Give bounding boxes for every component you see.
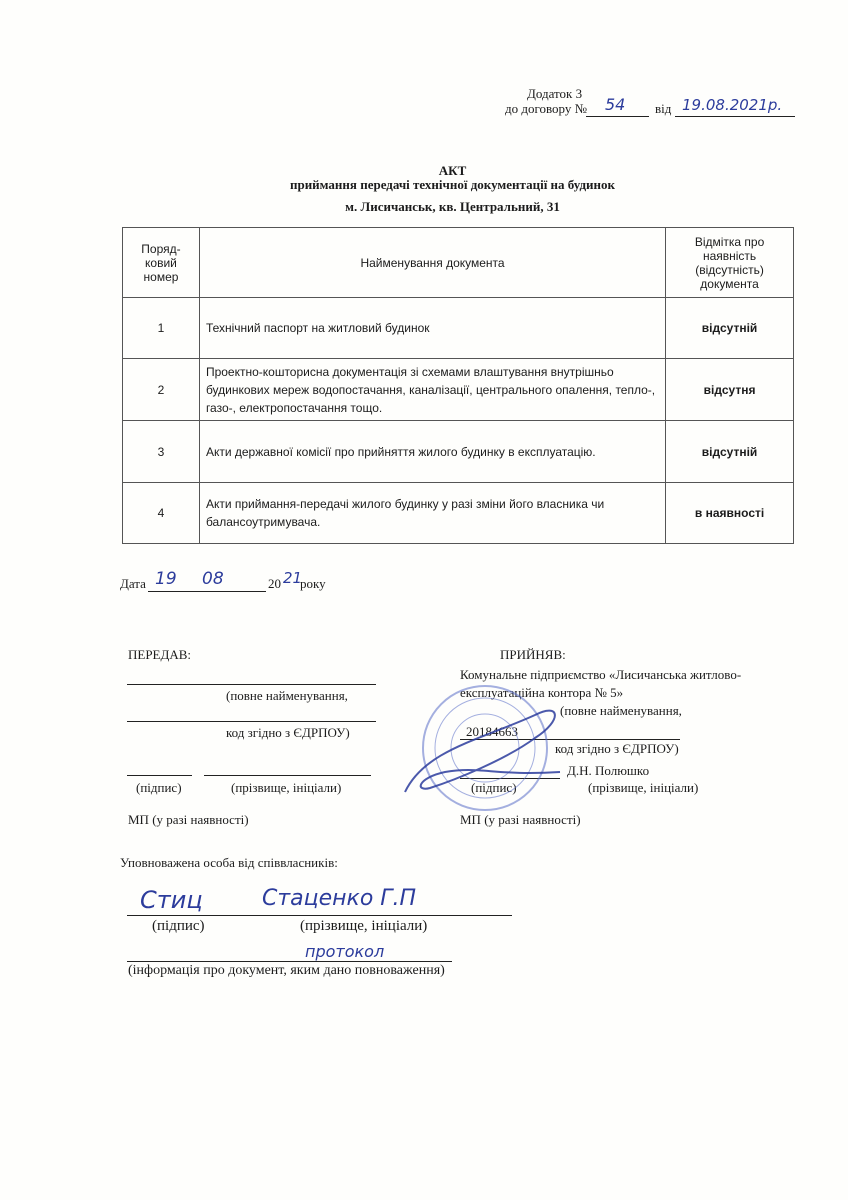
header-name: Найменування документа [199, 228, 665, 298]
accepted-org-line1: Комунальне підприємство «Лисичанська житлово- [460, 667, 742, 682]
row-number: 4 [123, 483, 200, 544]
accepted-heading: ПРИЙНЯВ: [500, 647, 566, 662]
row-number: 3 [123, 421, 200, 483]
date-suffix: року [300, 576, 326, 591]
contract-date-line [675, 116, 795, 117]
transferred-signature-label: (підпис) [136, 780, 182, 795]
row-status: в наявності [666, 483, 794, 544]
transferred-stamp-label: МП (у разі наявності) [128, 812, 249, 827]
table-row [123, 298, 794, 359]
row-document-name: Акти державної комісії про прийняття жилого будинку в експлуатацію. [199, 421, 665, 483]
row-document-name: Проектно-кошторисна документація зі схемами влаштування внутрішньо будинкових мереж водопостачання, каналізації, центрального опалення, тепло-, газо-, електропостачання тощо. [199, 359, 665, 421]
accepted-name-label: (прізвище, ініціали) [588, 780, 699, 795]
transferred-person-line [204, 775, 371, 776]
row-document-name: Акти приймання-передачі жилого будинку у разі зміни його власника чи балансоутримувача. [199, 483, 665, 544]
representative-heading: Уповноважена особа від співвласників: [120, 855, 338, 870]
date-prefix: від [655, 101, 672, 116]
row-status: відсутня [666, 359, 794, 421]
date-year-hand: 21 [283, 569, 303, 587]
transferred-name-line [127, 684, 376, 685]
contract-date-hand: 19.08.2021р. [682, 96, 783, 114]
act-subtitle: приймання передачі технічної документації на будинок [289, 177, 616, 192]
row-status: відсутній [666, 298, 794, 359]
table-header-row [123, 228, 794, 298]
date-underline [148, 591, 266, 592]
representative-document-line [127, 961, 452, 962]
row-status: відсутній [666, 421, 794, 483]
row-number: 1 [123, 298, 200, 359]
representative-document-hand: протокол [305, 942, 385, 961]
date-year-prefix: 20 [268, 576, 281, 591]
transferred-heading: ПЕРЕДАВ: [128, 647, 192, 662]
contract-number-hand: 54 [605, 95, 626, 114]
contract-number-line [586, 116, 649, 117]
table-row [123, 359, 794, 421]
contract-prefix: до договору № [505, 101, 588, 116]
accepted-signer: Д.Н. Полюшко [567, 763, 650, 778]
accepted-edrpou-value: 20184663 [466, 724, 518, 739]
documents-table [122, 227, 794, 544]
row-number: 2 [123, 359, 200, 421]
transferred-full-name-label: (повне найменування, [226, 688, 348, 703]
accepted-org-line2: експлуатаційна контора № 5» [460, 685, 624, 700]
representative-signature-line [127, 915, 512, 916]
date-day-hand: 19 [155, 569, 177, 589]
transferred-edrpou-label: код згідно з ЄДРПОУ) [226, 725, 350, 740]
date-month-hand: 08 [202, 569, 224, 589]
appendix-title: Додаток 3 [527, 86, 583, 101]
row-document-name: Технічний паспорт на житловий будинок [199, 298, 665, 359]
representative-document-label: (інформація про документ, яким дано повноваження) [128, 963, 445, 978]
header-status: Відмітка про наявність (відсутність) документа [666, 228, 794, 298]
accepted-full-name-label: (повне найменування, [560, 703, 682, 718]
accepted-stamp-label: МП (у разі наявності) [460, 812, 581, 827]
accepted-signature-label: (підпис) [471, 780, 517, 795]
representative-name-hand: Стаценко Г.П [262, 886, 417, 911]
table-row [123, 483, 794, 544]
accepted-edrpou-label: код згідно з ЄДРПОУ) [555, 741, 679, 756]
representative-signature-hand: Стиц [140, 886, 203, 914]
act-address: м. Лисичанськ, кв. Центральний, 31 [345, 199, 560, 214]
table-row [123, 421, 794, 483]
transferred-name-label: (прізвище, ініціали) [231, 780, 342, 795]
transferred-signature-line [127, 775, 192, 776]
act-title: АКТ [438, 163, 467, 178]
header-number: Поряд- ковий номер [123, 228, 200, 298]
transferred-edrpou-line [127, 721, 376, 722]
round-stamp-icon [385, 680, 585, 820]
representative-name-label: (прізвище, ініціали) [300, 918, 428, 934]
representative-signature-label: (підпис) [152, 918, 205, 934]
date-label: Дата [120, 576, 146, 591]
